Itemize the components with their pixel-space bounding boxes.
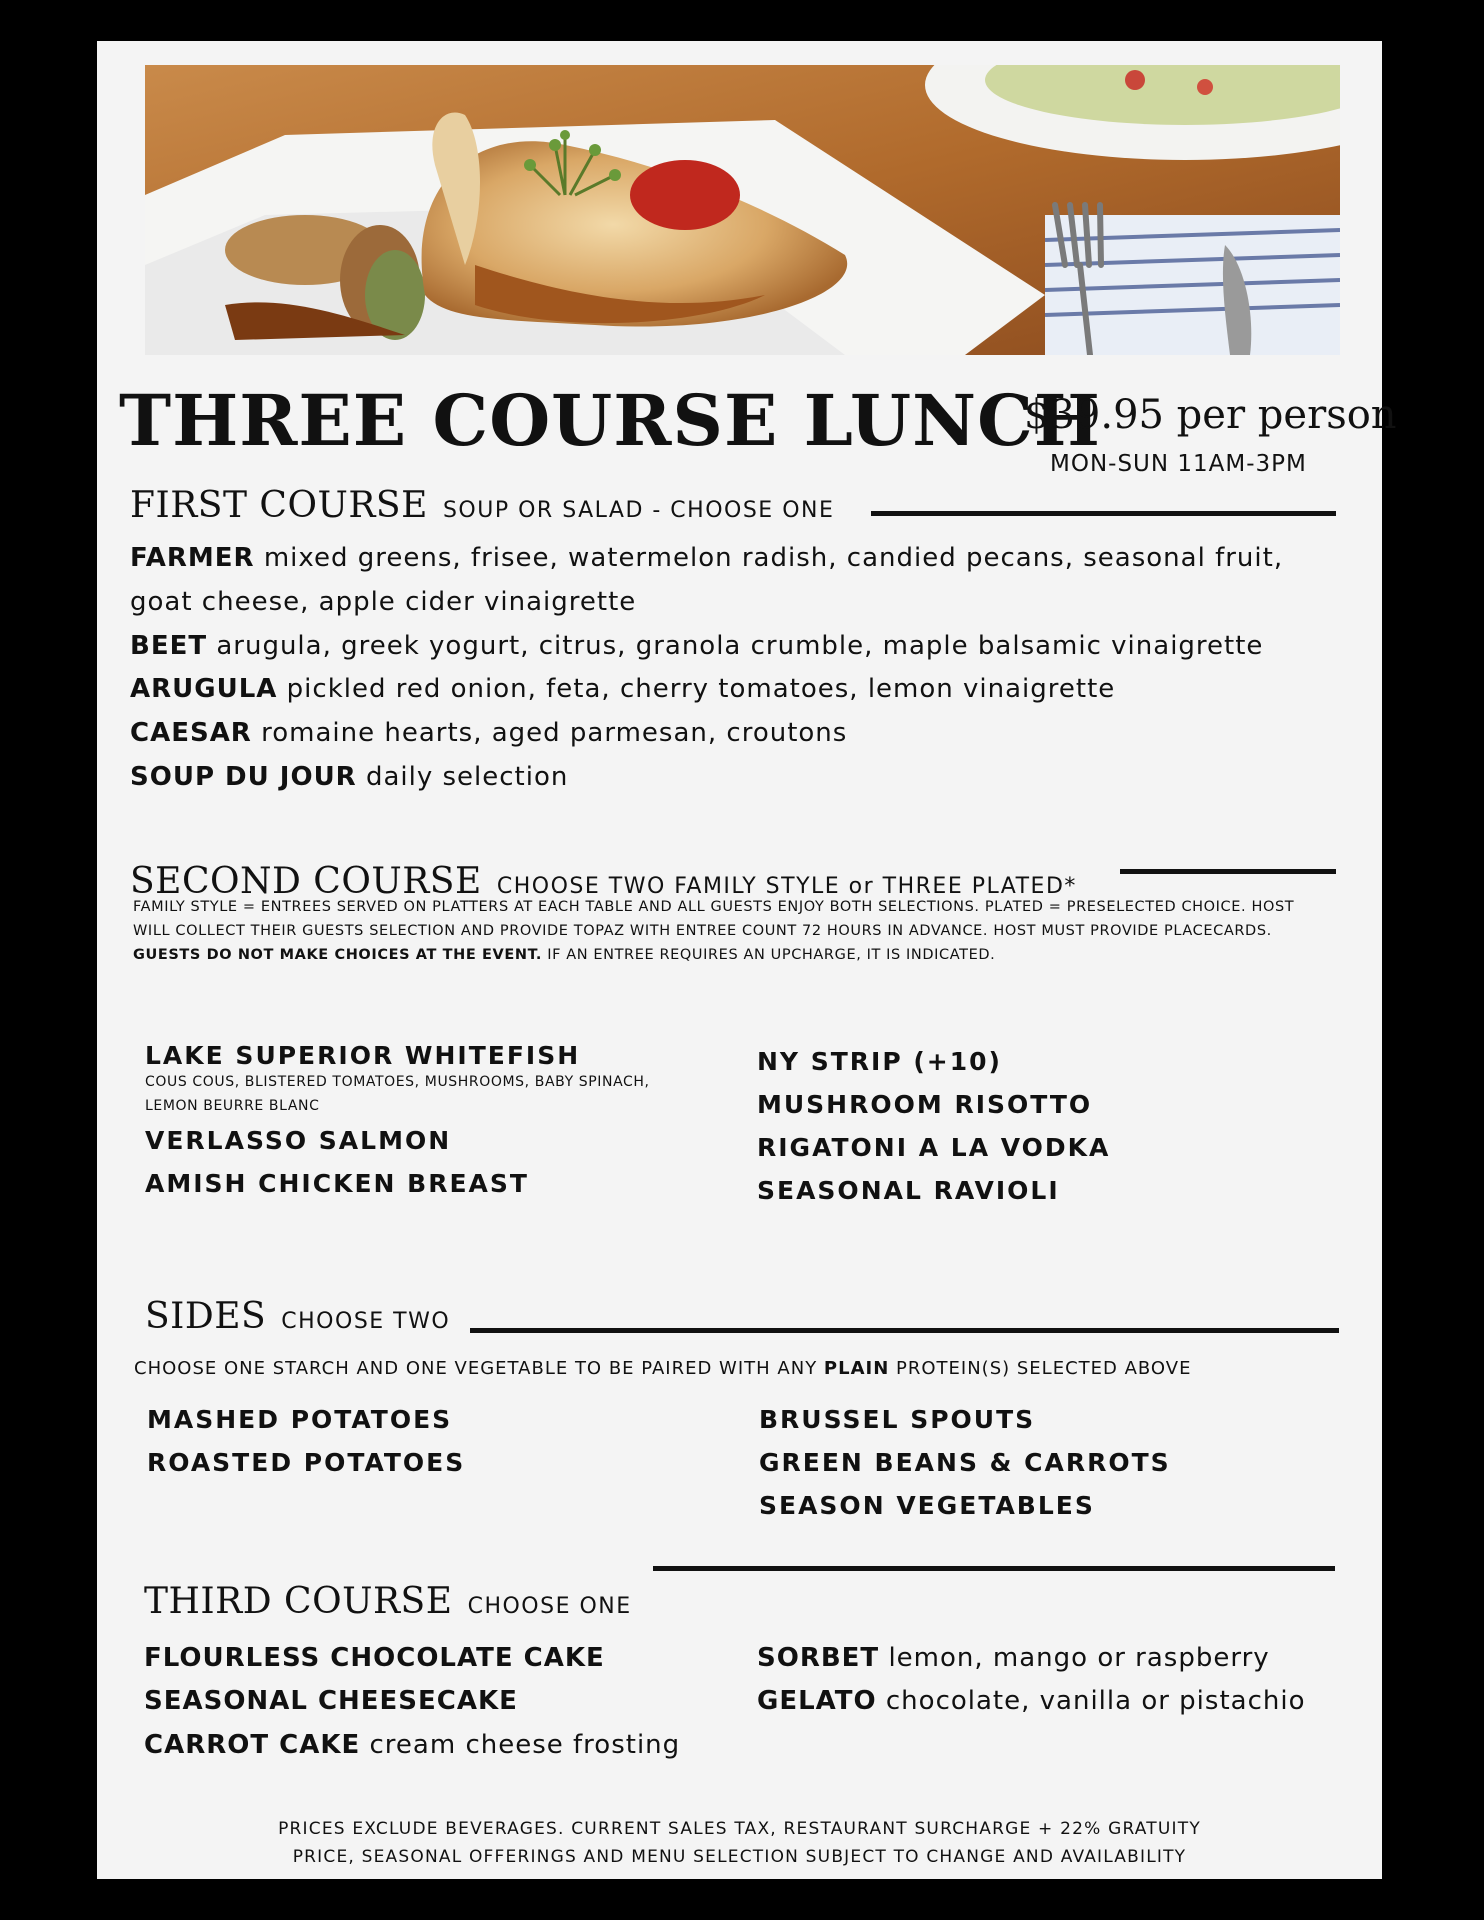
first-course-rule	[871, 511, 1336, 516]
price-per-person: $39.95 per person	[1024, 392, 1397, 438]
third-course-instruction: CHOOSE ONE	[467, 1594, 632, 1619]
second-course-title: SECOND COURSE	[130, 861, 482, 902]
footer-availability-note: PRICE, SEASONAL OFFERINGS AND MENU SELECTION SUBJECT TO CHANGE AND AVAILABILITY	[292, 1847, 1187, 1867]
side-item: SEASON VEGETABLES	[759, 1491, 1095, 1520]
entree-item: RIGATONI A LA VODKA	[757, 1133, 1111, 1162]
entree-item: NY STRIP (+10)	[757, 1047, 1002, 1076]
menu-item: FARMER mixed greens, frisee, watermelon radish, candied pecans, seasonal fruit,	[130, 543, 1284, 573]
entree-item: SEASONAL RAVIOLI	[757, 1176, 1060, 1205]
dessert-item: CARROT CAKE cream cheese frosting	[144, 1730, 681, 1760]
menu-title: THREE COURSE LUNCH	[119, 379, 1101, 462]
sides-instruction: CHOOSE TWO	[281, 1309, 451, 1334]
entree-item: MUSHROOM RISOTTO	[757, 1090, 1093, 1119]
side-item: ROASTED POTATOES	[147, 1448, 466, 1477]
menu-item: SOUP DU JOUR daily selection	[130, 762, 569, 792]
entree-description: COUS COUS, BLISTERED TOMATOES, MUSHROOMS, BABY SPINACH, LEMON BEURRE BLANC	[145, 1074, 650, 1114]
menu-item: BEET arugula, greek yogurt, citrus, granola crumble, maple balsamic vinaigrette	[130, 631, 1264, 661]
food-illustration	[145, 65, 1340, 355]
entree-item: LAKE SUPERIOR WHITEFISH	[145, 1041, 581, 1070]
dessert-item: SORBET lemon, mango or raspberry	[757, 1643, 1270, 1673]
entree-item: AMISH CHICKEN BREAST	[145, 1169, 529, 1198]
first-course-title: FIRST COURSE	[130, 485, 428, 526]
hero-food-photo	[145, 65, 1340, 355]
second-course-rule	[1120, 869, 1336, 874]
third-course-title: THIRD COURSE	[144, 1581, 453, 1622]
third-course-heading	[144, 1581, 632, 1622]
dessert-item: GELATO chocolate, vanilla or pistachio	[757, 1686, 1306, 1716]
side-item: MASHED POTATOES	[147, 1405, 453, 1434]
side-item: GREEN BEANS & CARROTS	[759, 1448, 1171, 1477]
dessert-item: SEASONAL CHEESECAKE	[144, 1686, 518, 1716]
service-note: FAMILY STYLE = ENTREES SERVED ON PLATTERS AT EACH TABLE AND ALL GUESTS ENJOY BOTH SELECTIONS. PLATED = PRESELECTED CHOICE. HOST WILL COLLECT THEIR GUESTS SELECTION AND PROVIDE TOPAZ WITH ENTREE COUNT 72 HOURS IN ADVANCE. HOST MUST PROVIDE PLACECARDS. GUESTS DO NOT MAKE CHOICES AT THE EVENT. IF AN ENTREE REQUIRES AN UPCHARGE, IT IS INDICATED.	[133, 899, 1295, 963]
sides-note: CHOOSE ONE STARCH AND ONE VEGETABLE TO BE PAIRED WITH ANY PLAIN PROTEIN(S) SELECTED ABOVE	[134, 1358, 1192, 1379]
menu-item-continued: goat cheese, apple cider vinaigrette	[130, 587, 637, 617]
third-course-rule	[653, 1566, 1335, 1571]
first-course-instruction: SOUP OR SALAD - CHOOSE ONE	[442, 498, 835, 523]
sides-title: SIDES	[145, 1296, 267, 1337]
service-hours: MON-SUN 11AM-3PM	[1050, 451, 1307, 477]
menu-page	[97, 41, 1397, 1879]
sides-heading	[145, 1296, 450, 1337]
sides-rule	[470, 1328, 1339, 1333]
menu-item: ARUGULA pickled red onion, feta, cherry tomatoes, lemon vinaigrette	[130, 674, 1116, 704]
first-course-heading	[130, 485, 834, 526]
dessert-item: FLOURLESS CHOCOLATE CAKE	[144, 1643, 605, 1673]
menu-item: CAESAR romaine hearts, aged parmesan, croutons	[130, 718, 848, 748]
second-course-instruction: CHOOSE TWO FAMILY STYLE or THREE PLATED*	[496, 874, 1077, 899]
footer-pricing-note: PRICES EXCLUDE BEVERAGES. CURRENT SALES TAX, RESTAURANT SURCHARGE + 22% GRATUITY	[278, 1819, 1201, 1839]
entree-item: VERLASSO SALMON	[145, 1126, 452, 1155]
side-item: BRUSSEL SPOUTS	[759, 1405, 1036, 1434]
